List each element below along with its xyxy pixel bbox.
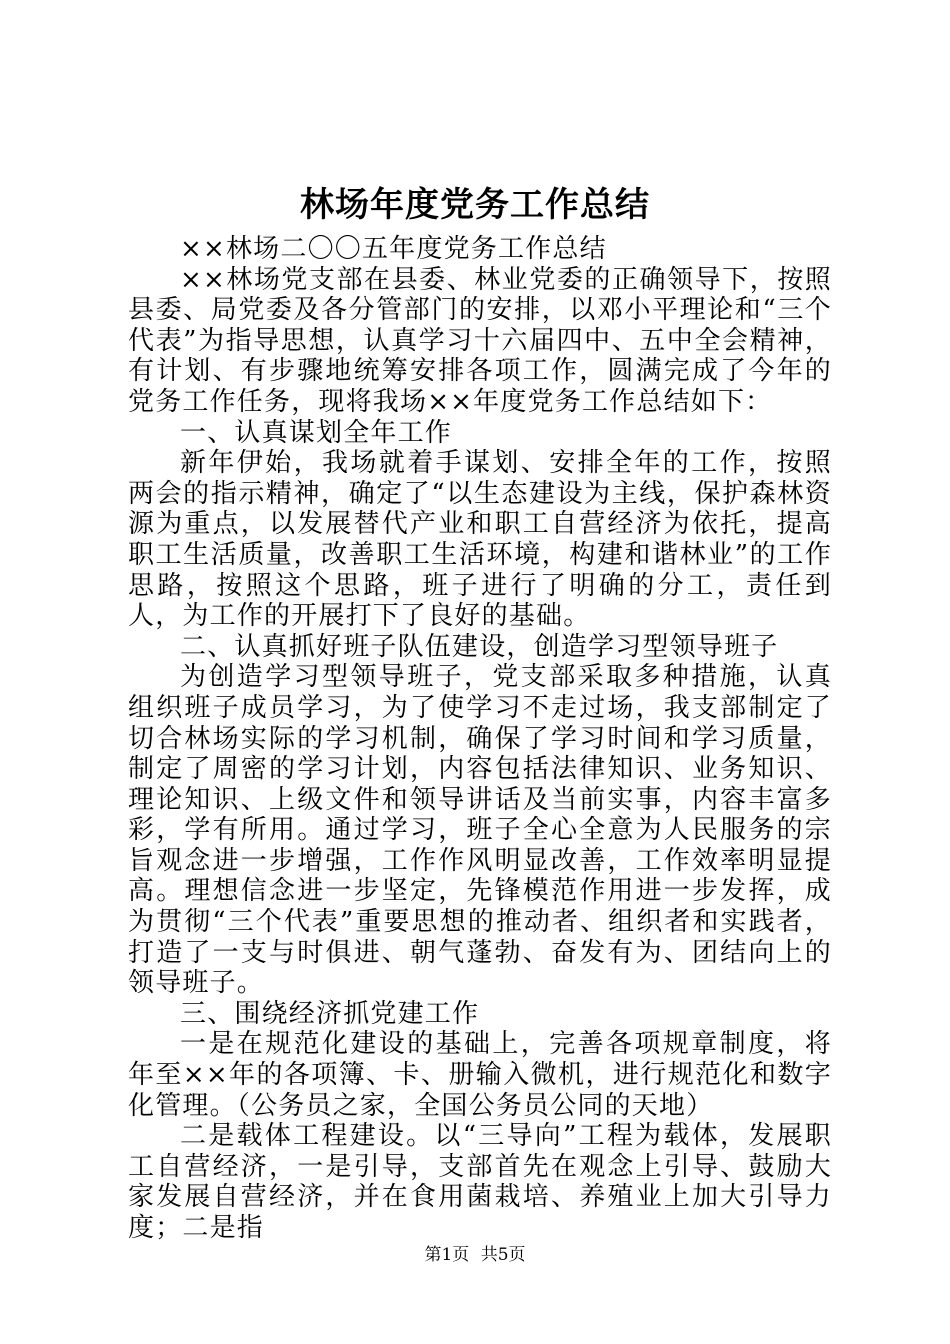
section-heading-2: 二、认真抓好班子队伍建设，创造学习型领导班子	[180, 631, 779, 662]
page-total: 共5页	[480, 1245, 526, 1265]
page-footer	[0, 1244, 950, 1266]
section-heading-1: 一、认真谋划全年工作	[180, 417, 453, 448]
paragraph-section-1: 新年伊始，我场就着手谋划、安排全年的工作，按照两会的指示精神，确定了“以生态建设为主线，保护森林资源为重点，以发展替代产业和职工自营经济为依托，提高职工生活质量，改善职工生活环境，构建和谐林业”的工作思路，按照这个思路，班子进行了明确的分工，责任到人，为工作的开展打下了良好的基础。	[128, 448, 832, 632]
paragraph-section-3-item-1: 一是在规范化建设的基础上，完善各项规章制度，将年至××年的各项簿、卡、册输入微机，进行规范化和数字化管理。（公务员之家，全国公务员公同的天地）	[128, 1029, 832, 1121]
section-heading-3: 三、围绕经济抓党建工作	[180, 998, 480, 1029]
page-number: 第1页	[424, 1245, 470, 1265]
document-body	[128, 234, 832, 1244]
paragraph-subtitle: ××林场二〇〇五年度党务工作总结	[180, 234, 607, 264]
paragraph-section-3-item-2: 二是载体工程建设。以“三导向”工程为载体，发展职工自营经济，一是引导，支部首先在观念上引导、鼓励大家发展自营经济，并在食用菌栽培、养殖业上加大引导力度；二是指	[128, 1121, 832, 1243]
paragraph-section-2: 为创造学习型领导班子，党支部采取多种措施，认真组织班子成员学习，为了使学习不走过场，我支部制定了切合林场实际的学习机制，确保了学习时间和学习质量，制定了周密的学习计划，内容包括法律知识、业务知识、理论知识、上级文件和领导讲话及当前实事，内容丰富多彩，学有所用。通过学习，班子全心全意为人民服务的宗旨观念进一步增强，工作作风明显改善，工作效率明显提高。理想信念进一步坚定，先锋模范作用进一步发挥，成为贯彻“三个代表”重要思想的推动者、组织者和实践者，打造了一支与时俱进、朝气蓬勃、奋发有为、团结向上的领导班子。	[128, 662, 832, 999]
paragraph-intro: ××林场党支部在县委、林业党委的正确领导下，按照县委、局党委及各分管部门的安排，以邓小平理论和“三个代表”为指导思想，认真学习十六届四中、五中全会精神，有计划、有步骤地统筹安排各项工作，圆满完成了今年的党务工作任务，现将我场××年度党务工作总结如下：	[128, 264, 832, 417]
document-title: 林场年度党务工作总结	[300, 185, 650, 225]
